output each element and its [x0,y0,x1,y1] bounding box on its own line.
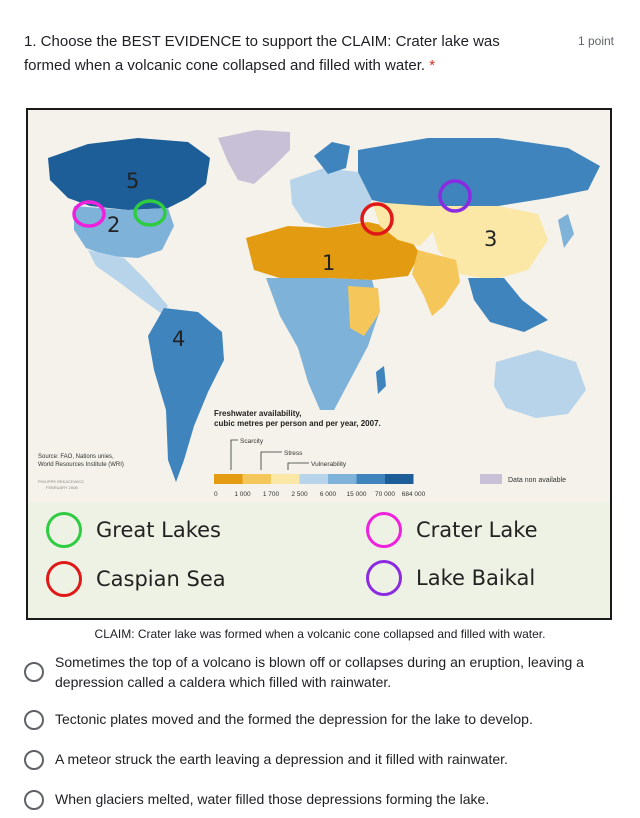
purple-circle-icon [366,560,402,596]
radio-button-icon[interactable] [24,790,44,810]
region-number-5: 5 [126,169,140,193]
claim-caption: CLAIM: Crater lake was formed when a volcanic cone collapsed and filled with water. [94,627,546,641]
answer-option-2[interactable] [24,709,616,730]
legend-lake-baikal [366,560,535,596]
map-title-line1: Freshwater availability, [214,409,302,418]
scarcity-label: Scarcity [240,438,264,445]
scale-tick-label: 2 500 [291,491,308,498]
question-title [24,30,544,78]
scale-tick-label: 0 [214,491,218,498]
radio-button-icon[interactable] [24,750,44,770]
magenta-circle-icon [366,512,402,548]
legend-crater-lake [366,512,538,548]
europe [290,168,372,228]
radio-button-icon[interactable] [24,710,44,730]
lake-legend [28,502,610,618]
legend-label-crater-lake: Crater Lake [416,518,538,542]
option-label[interactable]: Sometimes the top of a volcano is blown off or collapses during an eruption, leaving a depression called a caldera which filled with rainwater. [55,654,584,690]
map-title-line2: cubic metres per person and per year, 2007. [214,419,381,428]
scale-segment [385,474,414,484]
scale-tick-label: 684 000 [401,491,426,498]
color-scale [214,474,414,484]
map-credit-line1: PHILIPPE REKACEWICZ [38,479,84,484]
map-source-line1: Source: FAO, Nations unies, [38,454,114,460]
legend-label-great-lakes: Great Lakes [96,518,221,542]
scale-segment [328,474,357,484]
legend-label-caspian-sea: Caspian Sea [96,567,226,591]
answer-option-1[interactable] [24,652,616,692]
scale-tick-label: 6 000 [319,491,337,498]
question-image [26,108,612,620]
option-label[interactable]: When glaciers melted, water filled those depressions forming the lake. [55,791,490,807]
scale-tick-label: 70 000 [375,491,395,498]
legend-label-lake-baikal: Lake Baikal [416,566,536,590]
scale-segment [357,474,386,484]
scale-segment [271,474,300,484]
scale-segment [243,474,272,484]
radio-button-icon[interactable] [24,662,44,682]
green-circle-icon [46,512,82,548]
world-water-map [28,110,610,502]
scale-tick-label: 15 000 [346,491,367,498]
points-label: 1 point [577,34,614,48]
stress-label: Stress [284,450,303,457]
map-source-line2: World Resources Institute (WRI) [38,462,124,468]
answer-option-4[interactable] [24,789,616,810]
scale-segment [214,474,243,484]
scale-tick-label: 1 000 [234,491,251,498]
region-number-1: 1 [322,251,336,275]
required-asterisk: * [429,57,436,74]
question-text: 1. Choose the BEST EVIDENCE to support the CLAIM: Crater lake was formed when a volcanic cone collapsed and filled with water. [24,33,500,74]
data-na-label: Data non available [508,477,566,484]
vulnerability-label: Vulnerability [311,461,347,468]
scale-tick-label: 1 700 [262,491,280,498]
scale-segment [300,474,329,484]
data-na-swatch [480,474,502,484]
answer-option-3[interactable] [24,749,616,770]
region-number-2: 2 [107,213,121,237]
red-circle-icon [46,561,82,597]
legend-great-lakes [46,512,221,548]
scale-tick-labels [214,491,426,498]
option-label[interactable]: A meteor struck the earth leaving a depression and it filled with rainwater. [55,751,508,767]
option-label[interactable]: Tectonic plates moved and the formed the depression for the lake to develop. [55,711,533,727]
map-credit-line2: FEBRUARY 2008 [46,485,78,490]
legend-caspian-sea [46,561,226,597]
region-number-4: 4 [172,327,186,351]
region-number-3: 3 [484,227,498,251]
